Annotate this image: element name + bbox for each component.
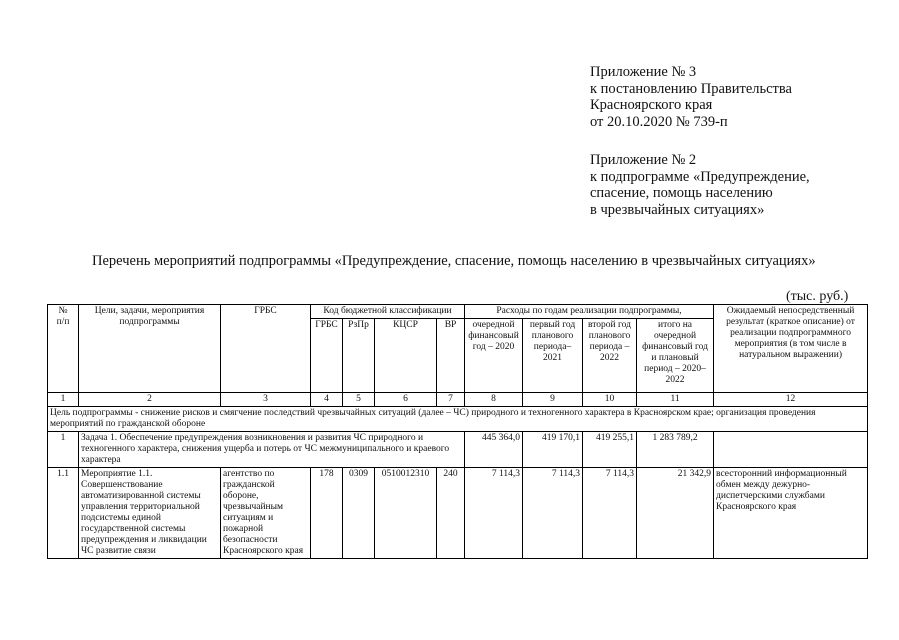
measures-table [47,304,868,559]
header-budget-code: Код бюджетной классификации [311,305,465,319]
header-goals: Цели, задачи, мероприятия подпрограммы [79,305,221,393]
measure-row [48,468,868,559]
header-2021: первый год планового периода– 2021 [523,319,583,393]
task-num: 1 [48,432,79,468]
measure-2020: 7 114,3 [465,468,523,559]
col-number: 12 [714,393,868,407]
task-text: Задача 1. Обеспечение предупреждения возникновения и развития ЧС природного и техногенного характера, снижения ущерба и потерь от ЧС межмуниципального и краевого характера [79,432,465,468]
annex-2-note: Приложение № 2 к подпрограмме «Предупреждение, спасение, помощь населению в чрезвычайных ситуациях» [590,152,810,218]
task-2020: 445 364,0 [465,432,523,468]
goal-text: Цель подпрограммы - снижение рисков и смягчение последствий чрезвычайных ситуаций (далее – ЧС) природного и техногенного характера в Красноярском крае; организация проведения мероприятий по гражданской обороне [48,407,868,432]
document-title: Перечень мероприятий подпрограммы «Предупреждение, спасение, помощь населению в чрезвычайных ситуациях» [92,253,816,269]
col-number: 4 [311,393,343,407]
header-grbs: ГРБС [221,305,311,393]
units-label: (тыс. руб.) [786,289,849,304]
col-number: 2 [79,393,221,407]
header-expenses: Расходы по годам реализации подпрограммы, [465,305,714,319]
header-num: № п/п [48,305,79,393]
header-row-1 [48,305,868,319]
column-numbers-row [48,393,868,407]
measure-text: Мероприятие 1.1. Совершенствование автоматизированной системы управления территориальной подсистемы единой государственной системы предупреждения и ликвидации ЧС развитие связи [79,468,221,559]
header-vr: ВР [437,319,465,393]
header-kcsr: КЦСР [375,319,437,393]
col-number: 10 [583,393,637,407]
task-2022: 419 255,1 [583,432,637,468]
col-number: 6 [375,393,437,407]
header-2020: очередной финансовый год – 2020 [465,319,523,393]
col-number: 7 [437,393,465,407]
col-number: 1 [48,393,79,407]
header-rzpr: РзПр [343,319,375,393]
measure-num: 1.1 [48,468,79,559]
header-result: Ожидаемый непосредственный результат (краткое описание) от реализации подпрограммного мероприятия (в том числе в натуральном выражении) [714,305,868,393]
measure-2021: 7 114,3 [523,468,583,559]
task-total: 1 283 789,2 [637,432,714,468]
annex-3-note: Приложение № 3 к постановлению Правительства Красноярского края от 20.10.2020 № 739-п [590,64,792,130]
col-number: 11 [637,393,714,407]
measure-grbs: агентство по гражданской обороне, чрезвычайным ситуациям и пожарной безопасности Красноярского края [221,468,311,559]
measure-total: 21 342,9 [637,468,714,559]
col-number: 9 [523,393,583,407]
header-2022: второй год планового периода – 2022 [583,319,637,393]
col-number: 3 [221,393,311,407]
header-grbs-code: ГРБС [311,319,343,393]
measure-2022: 7 114,3 [583,468,637,559]
task-row [48,432,868,468]
col-number: 8 [465,393,523,407]
goal-row [48,407,868,432]
measure-grbs-code: 178 [311,468,343,559]
measure-result: всесторонний информационный обмен между дежурно-диспетчерскими службами Красноярского края [714,468,868,559]
task-2021: 419 170,1 [523,432,583,468]
header-total: итого на очередной финансовый год и плановый период – 2020–2022 [637,319,714,393]
measure-kcsr: 0510012310 [375,468,437,559]
col-number: 5 [343,393,375,407]
measure-rzpr: 0309 [343,468,375,559]
task-result [714,432,868,468]
measure-vr: 240 [437,468,465,559]
